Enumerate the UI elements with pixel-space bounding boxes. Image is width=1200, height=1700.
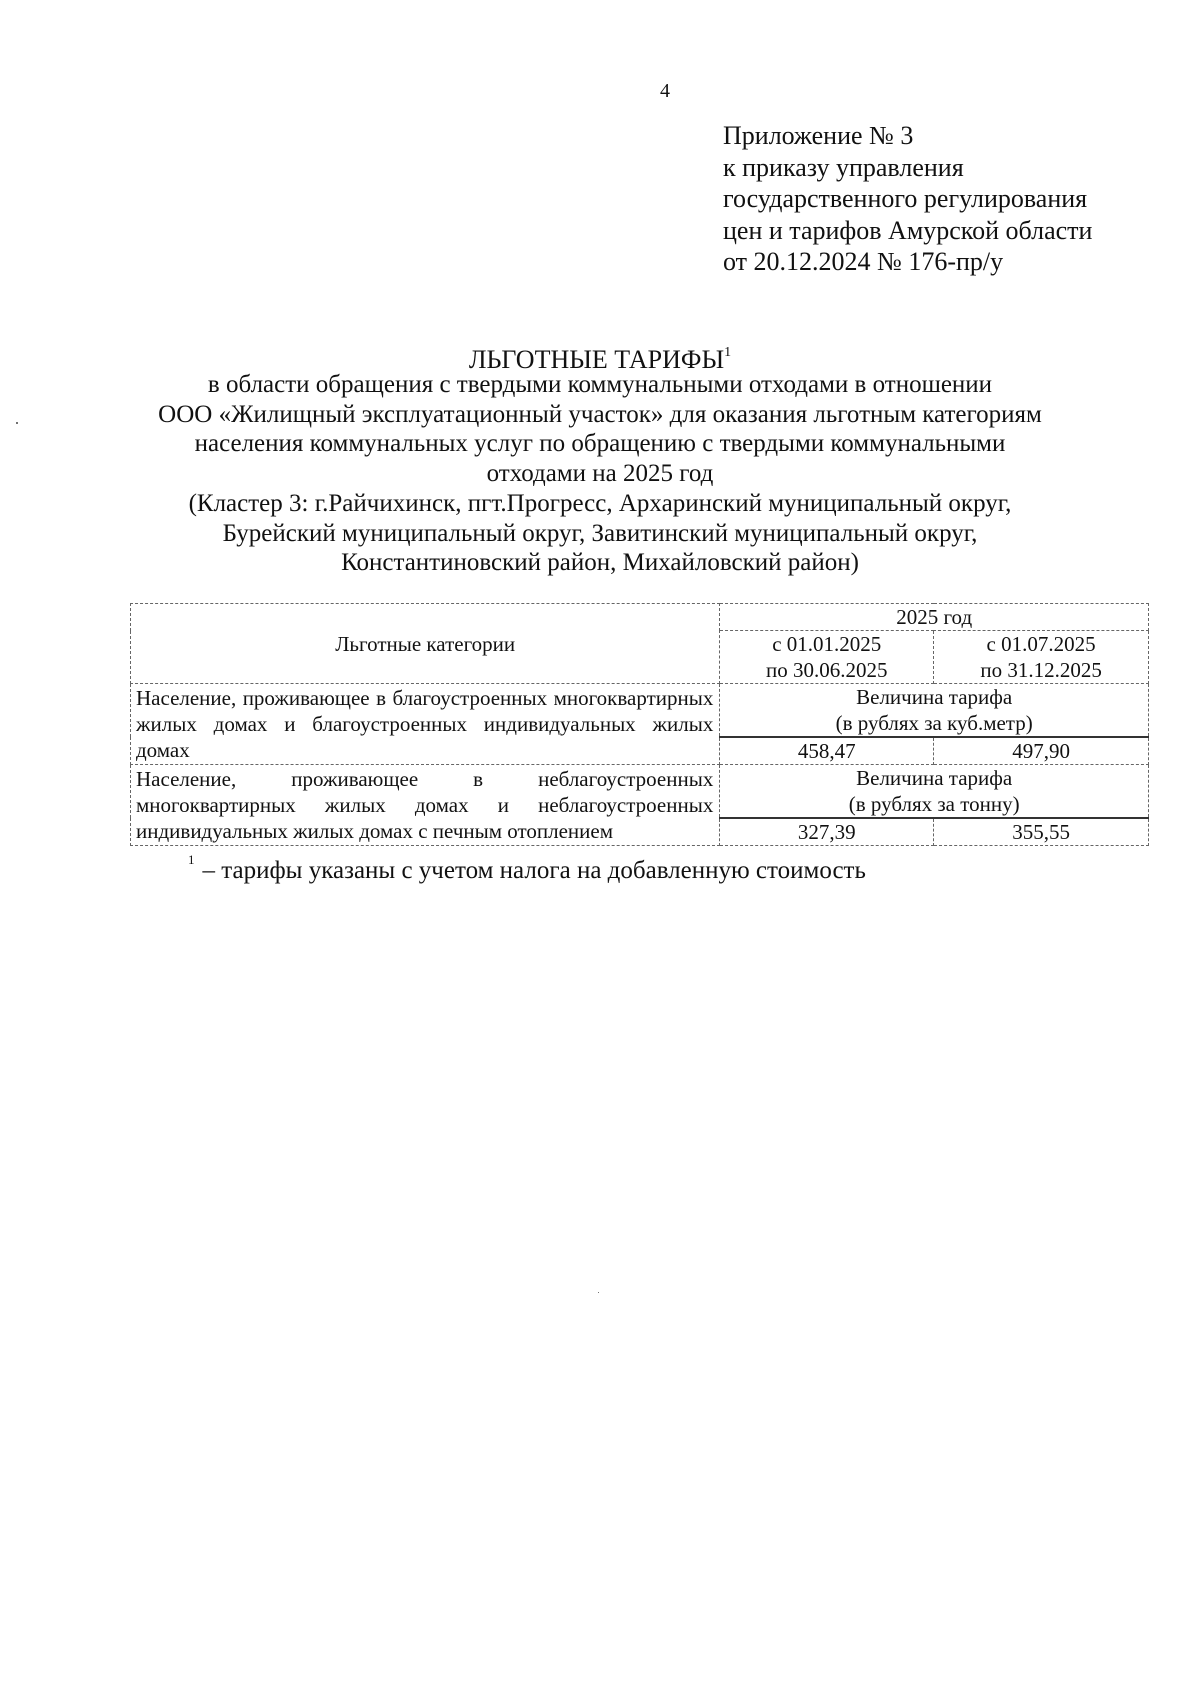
period-start: с 01.07.2025 [986, 632, 1096, 656]
period-start: с 01.01.2025 [772, 632, 882, 656]
subtitle-line: населения коммунальных услуг по обращению с твердыми коммунальными [194, 430, 1006, 458]
tariff-table [130, 603, 1149, 846]
title-footnote-mark: 1 [724, 345, 732, 360]
scan-speck [598, 1292, 599, 1293]
subtitle-line: отходами на 2025 год [486, 460, 714, 488]
footnote-text: – тарифы указаны с учетом налога на добавленную стоимость [202, 857, 866, 884]
table-header-row [131, 604, 1149, 631]
document-title-text: ЛЬГОТНЫЕ ТАРИФЫ [468, 345, 725, 374]
subtitle-line: ООО «Жилищный эксплуатационный участок» для оказания льготным категориям [158, 400, 1042, 428]
header-period-2 [934, 631, 1149, 684]
category-cell: Население, проживающее в благоустроенных многоквартирных жилых домах и благоустроенных индивидуальных жилых домах [131, 684, 720, 765]
appendix-line: государственного регулирования [723, 184, 1088, 213]
appendix-line: к приказу управления [723, 152, 964, 182]
unit-label: Величина тарифа [856, 766, 1013, 790]
scan-speck [16, 422, 18, 424]
appendix-line: от 20.12.2024 № 176-пр/у [723, 247, 1004, 276]
unit-cell [720, 684, 1149, 738]
header-category: Льготные категории [131, 604, 720, 684]
subtitle-line: (Кластер 3: г.Райчихинск, пгт.Прогресс, Архаринский муниципальный округ, [188, 489, 1012, 517]
subtitle-line: Бурейский муниципальный округ, Завитинский муниципальный округ, [222, 519, 978, 547]
tariff-value: 355,55 [934, 818, 1149, 846]
unit-cell [720, 765, 1149, 819]
footnote [188, 852, 866, 885]
table-row [131, 684, 1149, 738]
subtitle-line: в области обращения с твердыми коммунальными отходами в отношении [207, 371, 993, 398]
page-number: 4 [660, 80, 670, 102]
header-period-1 [720, 631, 934, 684]
appendix-block [723, 120, 1092, 278]
appendix-line: Приложение № 3 [723, 121, 914, 150]
footnote-mark: 1 [188, 852, 195, 867]
tariff-value: 497,90 [934, 737, 1149, 765]
table-row [131, 765, 1149, 819]
document-subtitle [60, 370, 1140, 578]
appendix-line: цен и тарифов Амурской области [723, 215, 1093, 245]
subtitle-line: Константиновский район, Михайловский район) [341, 549, 859, 577]
unit-measure: (в рублях за куб.метр) [835, 711, 1033, 735]
header-year: 2025 год [720, 604, 1149, 631]
tariff-value: 327,39 [720, 818, 934, 846]
period-end: по 30.06.2025 [766, 658, 888, 682]
tariff-value: 458,47 [720, 737, 934, 765]
period-end: по 31.12.2025 [980, 658, 1102, 682]
unit-measure: (в рублях за тонну) [848, 792, 1020, 816]
unit-label: Величина тарифа [856, 685, 1013, 709]
category-cell: Население, проживающее в неблагоустроенных многоквартирных жилых домах и неблагоустроенных индивидуальных жилых домах с печным отоплением [131, 765, 720, 846]
